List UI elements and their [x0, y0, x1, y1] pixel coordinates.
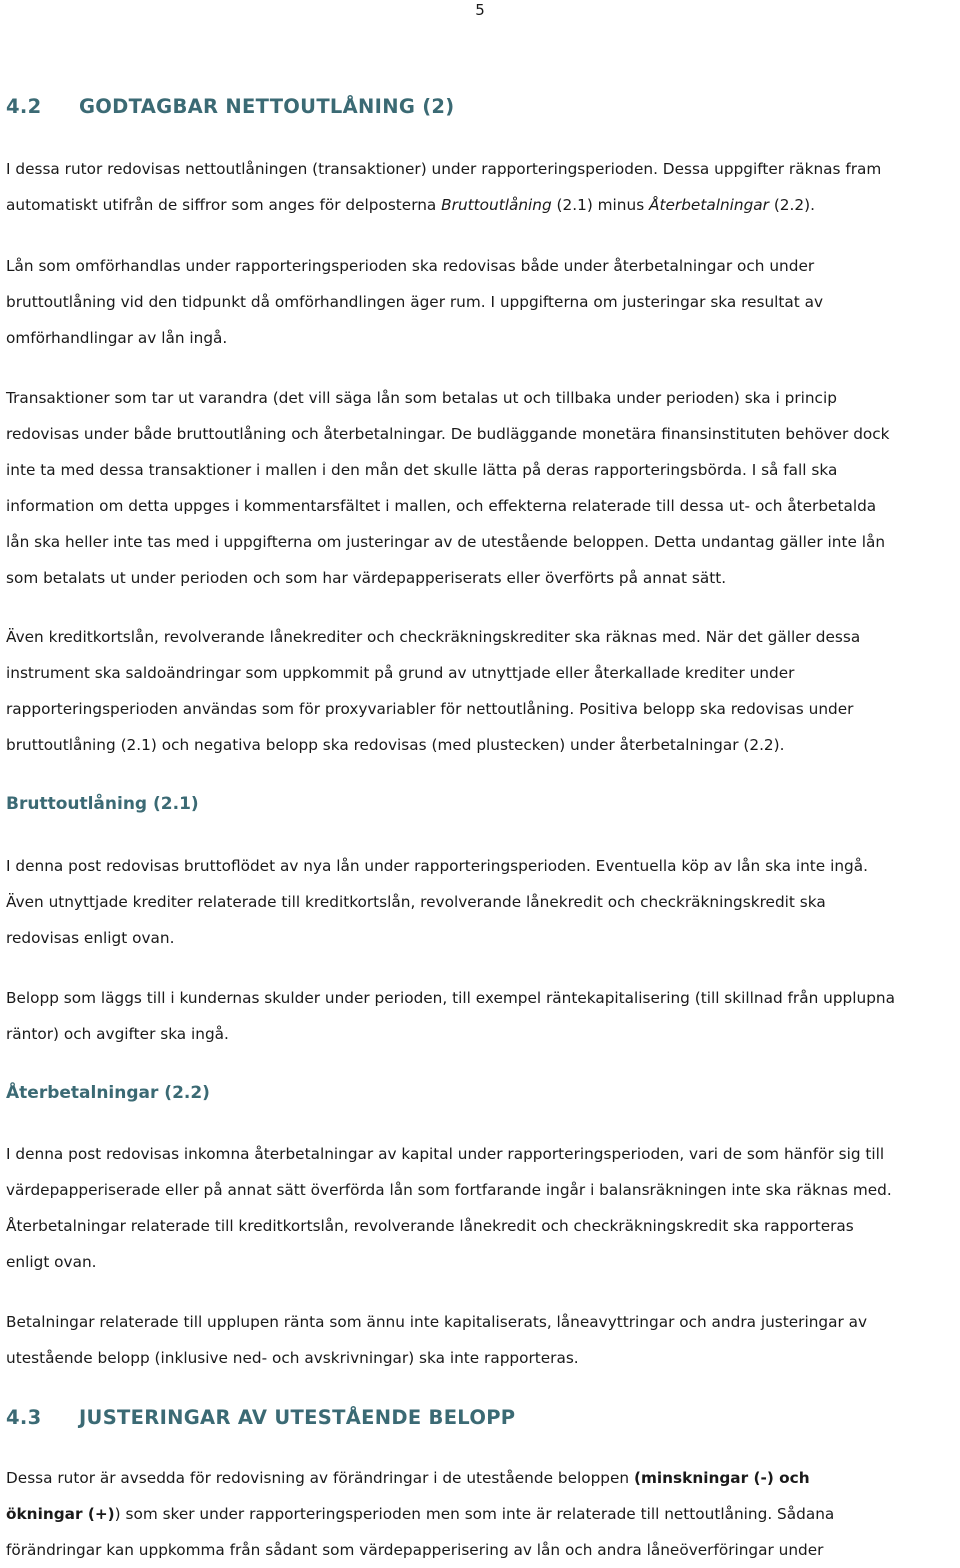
text-line: Betalningar relaterade till upplupen ränta som ännu inte kapitaliserats, låneavyttringar och andra justeringar av: [6, 1313, 868, 1331]
text-line: Även kreditkortslån, revolverande lånekrediter och checkräkningskrediter ska räknas med. När det gäller dessa: [6, 628, 861, 646]
subheading-aterbetalningar: Återbetalningar (2.2): [6, 1083, 210, 1103]
section-title: GODTAGBAR NETTOUTLÅNING (2): [79, 95, 455, 118]
paragraph-bruttoutlaning: [6, 848, 956, 956]
text-line: Transaktioner som tar ut varandra (det vill säga lån som betalas ut och tillbaka under perioden) ska i princip: [6, 389, 837, 407]
paragraph-kreditkortslan: [6, 619, 956, 763]
text-line: information om detta uppges i kommentarsfältet i mallen, och effekterna relaterade till dessa ut- och återbetalda: [6, 497, 877, 515]
text-line: omförhandlingar av lån ingå.: [6, 329, 228, 347]
text-line: Belopp som läggs till i kundernas skulder under perioden, till exempel räntekapitalisering (till skillnad från upplupna: [6, 989, 895, 1007]
text-line: instrument ska saldoändringar som uppkommit på grund av utnyttjade eller återkallade krediter under: [6, 664, 795, 682]
text-line: I dessa rutor redovisas nettoutlåningen (transaktioner) under rapporteringsperioden. Dessa uppgifter räknas fram: [6, 160, 882, 178]
paragraph-nettoutlaning-intro: [6, 151, 956, 223]
text-line: lån ska heller inte tas med i uppgifterna om justeringar av de utestående beloppen. Detta undantag gäller inte lån: [6, 533, 886, 551]
text-line: inte ta med dessa transaktioner i mallen i den mån det skulle lätta på deras rapporteringsbörda. I så fall ska: [6, 461, 838, 479]
term-aterbetalningar: Återbetalningar: [649, 196, 769, 214]
paragraph-belopp-skulder: [6, 980, 956, 1052]
subheading-bruttoutlaning: Bruttoutlåning (2.1): [6, 794, 199, 814]
text-line: [6, 1460, 956, 1496]
term-bruttoutlaning: Bruttoutlåning: [441, 196, 552, 214]
text-segment: automatiskt utifrån de siffror som anges för delposterna: [6, 196, 442, 214]
text-line: redovisas enligt ovan.: [6, 929, 175, 947]
text-line: bruttoutlåning vid den tidpunkt då omförhandlingen äger rum. I uppgifterna om justeringar ska resultat av: [6, 293, 824, 311]
text-line: [6, 187, 956, 223]
text-segment: (2.1) minus: [551, 196, 650, 214]
text-line: Lån som omförhandlas under rapporteringsperioden ska redovisas både under återbetalningar och under: [6, 257, 815, 275]
section-title: JUSTERINGAR AV UTESTÅENDE BELOPP: [79, 1406, 516, 1429]
text-line: rapporteringsperioden användas som för proxyvariabler för nettoutlåning. Positiva belopp ska redovisas under: [6, 700, 854, 718]
bold-term-minskningar: (minskningar (-) och: [633, 1469, 810, 1487]
text-line: utestående belopp (inklusive ned- och avskrivningar) ska inte rapporteras.: [6, 1349, 579, 1367]
text-line: [6, 1496, 956, 1532]
text-line: redovisas under både bruttoutlåning och återbetalningar. De budläggande monetära finansinstituten behöver dock: [6, 425, 890, 443]
text-segment: Dessa rutor är avsedda för redovisning av förändringar i de utestående beloppen: [6, 1469, 634, 1487]
paragraph-betalningar-ranta: [6, 1304, 956, 1376]
paragraph-justeringar: [6, 1460, 956, 1568]
text-line: som betalats ut under perioden och som har värdepapperiserats eller överförts på annat sätt.: [6, 569, 727, 587]
text-line: Även utnyttjade krediter relaterade till kreditkortslån, revolverande lånekredit och checkräkningskredit ska: [6, 893, 826, 911]
text-line: värdepapperiserade eller på annat sätt överförda lån som fortfarande ingår i balansräkningen inte ska räknas med.: [6, 1181, 892, 1199]
section-heading-4-2: [6, 95, 455, 118]
text-line: bruttoutlåning (2.1) och negativa belopp ska redovisas (med plustecken) under återbetalningar (2.2).: [6, 736, 785, 754]
section-heading-4-3: [6, 1406, 515, 1429]
text-line: enligt ovan.: [6, 1253, 97, 1271]
text-line: förändringar kan uppkomma från sådant som värdepapperisering av lån och andra låneöverföringar under: [6, 1541, 824, 1559]
text-line: I denna post redovisas inkomna återbetalningar av kapital under rapporteringsperioden, vari de som hänför sig till: [6, 1145, 885, 1163]
text-line: I denna post redovisas bruttoflödet av nya lån under rapporteringsperioden. Eventuella köp av lån ska inte ingå.: [6, 857, 868, 875]
text-line: Återbetalningar relaterade till kreditkortslån, revolverande lånekredit och checkräkningskredit ska rapporteras: [6, 1217, 854, 1235]
text-line: räntor) och avgifter ska ingå.: [6, 1025, 229, 1043]
text-segment: (2.2).: [768, 196, 815, 214]
paragraph-transaktioner: [6, 380, 956, 596]
page-number: 5: [475, 1, 485, 19]
bold-term-okningar: ökningar (+): [6, 1505, 115, 1523]
section-number: 4.2: [6, 95, 42, 118]
paragraph-omforhandlade-lan: [6, 248, 956, 356]
section-number: 4.3: [6, 1406, 42, 1429]
text-segment: ) som sker under rapporteringsperioden men som inte är relaterade till nettoutlåning. Sådana: [114, 1505, 835, 1523]
paragraph-aterbetalningar: [6, 1136, 956, 1280]
